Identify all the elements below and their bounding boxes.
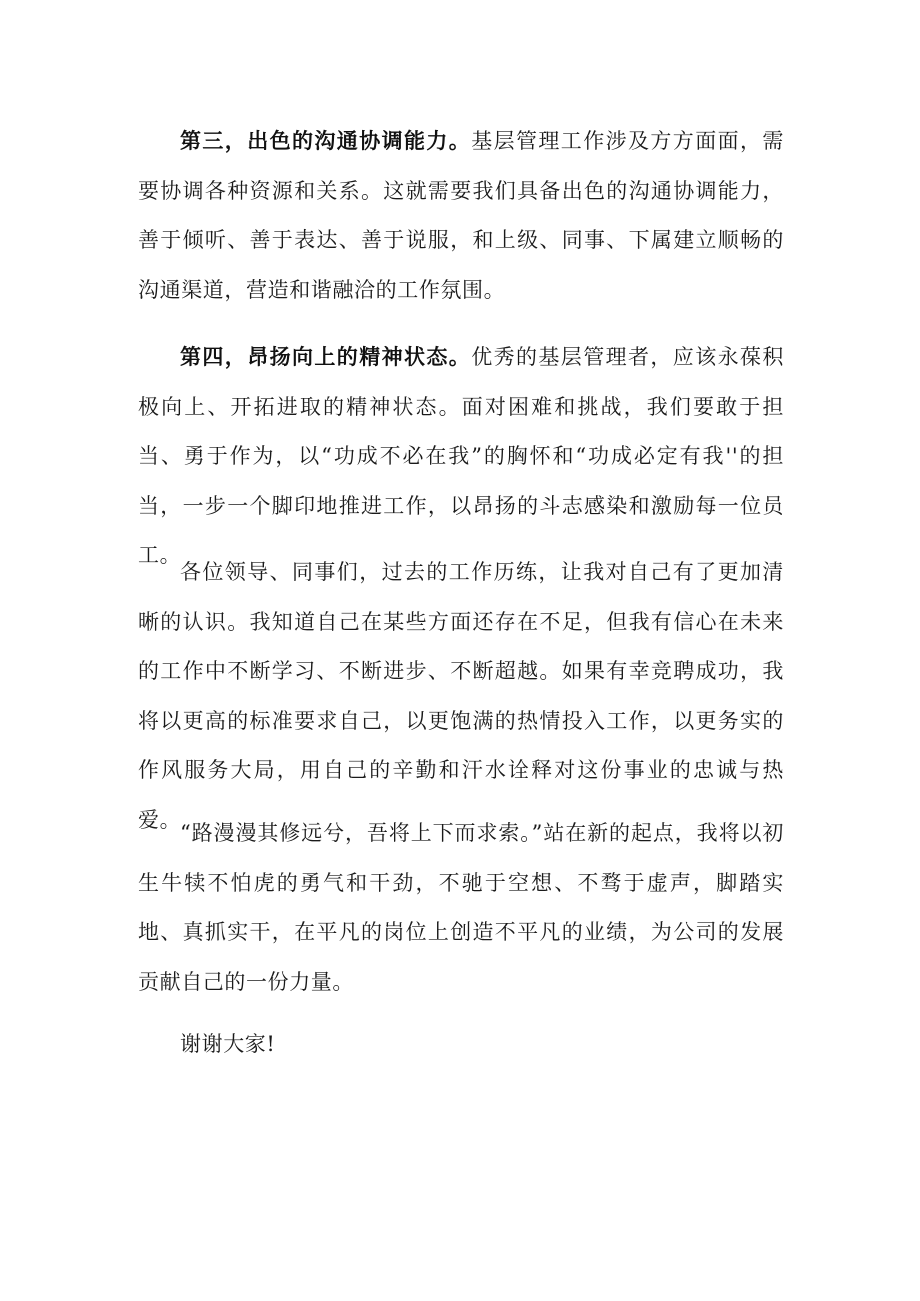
paragraph-communication: [138, 117, 784, 315]
paragraph-heading: 第三，出色的沟通协调能力。: [180, 129, 472, 153]
paragraph-body: 各位领导、同事们，过去的工作历练，让我对自己有了更加清晰的认识。我知道自己在某些方面还存在不足，但我有信心在未来的工作中不断学习、不断进步、不断超越。如果有幸竞聘成功，我将以更高的标准要求自己，以更饱满的热情投入工作，以更务实的作风服务大局，用自己的辛勤和汗水诠释对这份事业的忠诚与热爱。: [138, 560, 784, 832]
paragraph-spirit: [138, 333, 784, 581]
paragraph-body: 谢谢大家!: [180, 1032, 276, 1056]
paragraph-body: 优秀的基层管理者，应该永葆积极向上、开拓进取的精神状态。面对困难和挑战，我们要敢于担当、勇于作为，以“功成不必在我”的胸怀和“功成必定有我''的担当，一步一个脚印地推进工作，以昂扬的斗志感染和激励每一位员工。: [138, 345, 784, 567]
paragraph-thanks: [138, 1020, 784, 1070]
paragraph-self-reflection: [138, 548, 784, 845]
paragraph-body: “路漫漫其修远兮，吾将上下而求索。”站在新的起点，我将以初生牛犊不怕虎的勇气和干劲，不驰于空想、不骛于虚声，脚踏实地、真抓实干，在平凡的岗位上创造不平凡的业绩，为公司的发展贡献自己的一份力量。: [138, 821, 784, 994]
paragraph-closing-quote: [138, 809, 784, 1007]
paragraph-heading: 第四，昂扬向上的精神状态。: [180, 345, 472, 369]
paragraph-body: 基层管理工作涉及方方面面，需要协调各种资源和关系。这就需要我们具备出色的沟通协调能力，善于倾听、善于表达、善于说服，和上级、同事、下属建立顺畅的沟通渠道，营造和谐融洽的工作氛围。: [138, 129, 784, 302]
